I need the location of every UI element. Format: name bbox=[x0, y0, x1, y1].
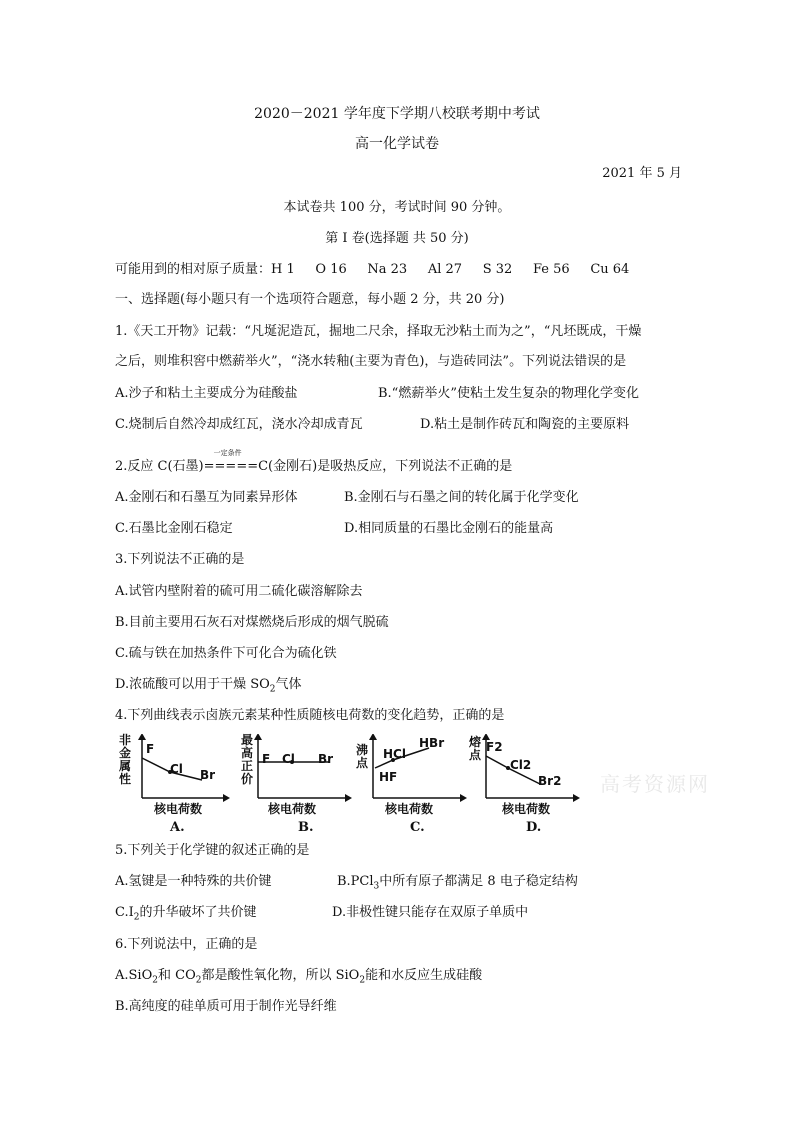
graph-b-ylabel: 最高正价 bbox=[240, 733, 253, 786]
graph-b-point-2: Cl bbox=[282, 752, 295, 766]
q1-option-c: C.烧制后自然冷却成红瓦，浇水冷却成青瓦 bbox=[115, 417, 363, 432]
graph-c-xlabel: 核电荷数 bbox=[385, 802, 434, 816]
q3-option-d bbox=[115, 677, 302, 695]
q5-option-a: A.氢键是一种特殊的共价键 bbox=[115, 874, 272, 889]
graph-c-point-1: HF bbox=[379, 770, 398, 784]
atomic-masses: 可能用到的相对原子质量：H 1 O 16 Na 23 Al 27 S 32 Fe 56 Cu 64 bbox=[115, 262, 630, 277]
q2-stem bbox=[115, 449, 513, 475]
q3-d-suffix: 气体 bbox=[275, 677, 302, 692]
q5-b-sub: 3 bbox=[373, 881, 380, 892]
exam-info: 本试卷共 100 分，考试时间 90 分钟。 bbox=[283, 200, 511, 215]
graph-b-letter: B. bbox=[298, 820, 314, 835]
watermark: 高考资源网 bbox=[600, 772, 710, 796]
graph-a-point-2: Cl bbox=[170, 762, 183, 776]
graph-a bbox=[118, 734, 230, 838]
q2-stem-prefix: 2.反应 C(石墨) bbox=[115, 459, 204, 474]
graph-a-point-3: Br bbox=[200, 768, 216, 782]
q1-stem-line2: 之后，则堆积窖中燃薪举火”，“浇水转釉(主要为青色)，与造砖同法”。下列说法错误的是 bbox=[115, 354, 627, 369]
q6-a-sub-1: 2 bbox=[152, 975, 158, 986]
q2-option-b: B.金刚石与石墨之间的转化属于化学变化 bbox=[344, 490, 579, 505]
graph-d-point-3: Br2 bbox=[538, 774, 562, 788]
q2-condition: 一定条件 bbox=[213, 449, 242, 457]
q6-a-sub-3: 2 bbox=[359, 975, 366, 986]
graph-b-point-3: Br bbox=[318, 752, 334, 766]
q5-stem: 5.下列关于化学键的叙述正确的是 bbox=[115, 843, 310, 858]
section-title: 第 I 卷(选择题 共 50 分) bbox=[325, 231, 469, 246]
q1-stem-line1: 1.《天工开物》记载：“凡埏泥造瓦，掘地二尺余，择取无沙粘土而为之”，“凡坯既成，干燥 bbox=[115, 324, 642, 339]
q1-option-a: A.沙子和粘土主要成分为硅酸盐 bbox=[115, 386, 298, 401]
graph-d-ylabel: 熔点 bbox=[468, 735, 481, 762]
q2-arrow: ===== bbox=[203, 459, 259, 474]
graph-d-point-1: F2 bbox=[486, 740, 503, 754]
graph-d-axes bbox=[468, 734, 580, 838]
graph-d-letter: D. bbox=[526, 820, 542, 835]
q6-a-text-2: 和 CO bbox=[157, 968, 196, 983]
graph-c-point-3: HBr bbox=[419, 736, 445, 750]
q5-c-sub: 2 bbox=[133, 912, 140, 923]
q6-a-text-4: 能和水反应生成硅酸 bbox=[365, 968, 483, 983]
graph-d bbox=[468, 734, 580, 838]
q3-option-b: B.目前主要用石灰石对煤燃烧后形成的烟气脱硫 bbox=[115, 615, 389, 630]
q3-option-a: A.试管内壁附着的硫可用二硫化碳溶解除去 bbox=[115, 584, 363, 599]
q6-stem: 6.下列说法中，正确的是 bbox=[115, 937, 258, 952]
q4-stem: 4.下列曲线表示卤族元素某种性质随核电荷数的变化趋势，正确的是 bbox=[115, 708, 505, 723]
graph-d-xlabel: 核电荷数 bbox=[502, 802, 551, 816]
graph-c-ylabel: 沸点 bbox=[355, 743, 368, 770]
part-heading: 一、选择题(每小题只有一个选项符合题意，每小题 2 分，共 20 分) bbox=[115, 292, 505, 307]
q3-d-sub: 2 bbox=[269, 684, 276, 695]
q5-option-c bbox=[115, 905, 257, 923]
graph-b-xlabel: 核电荷数 bbox=[268, 802, 317, 816]
graph-c bbox=[355, 734, 467, 838]
q2-option-d: D.相同质量的石墨比金刚石的能量高 bbox=[344, 521, 554, 536]
graph-a-letter: A. bbox=[170, 820, 185, 835]
graph-a-point-1: F bbox=[146, 742, 155, 756]
q2-stem-suffix: C(金刚石)是吸热反应，下列说法不正确的是 bbox=[258, 459, 513, 474]
q5-b-text: B.PCl bbox=[337, 874, 374, 889]
graph-c-point-2: HCl bbox=[383, 747, 406, 761]
q2-option-a: A.金刚石和石墨互为同素异形体 bbox=[115, 490, 298, 505]
q3-d-text: D.浓硫酸可以用于干燥 SO bbox=[115, 677, 270, 692]
graph-b-axes bbox=[240, 734, 352, 838]
exam-subtitle: 高一化学试卷 bbox=[355, 136, 439, 152]
q6-option-a bbox=[115, 968, 482, 986]
q6-a-sub-2: 2 bbox=[195, 975, 202, 986]
graph-a-xlabel: 核电荷数 bbox=[154, 802, 203, 816]
q6-option-b: B.高纯度的硅单质可用于制作光导纤维 bbox=[115, 999, 337, 1014]
q5-option-b bbox=[337, 874, 578, 892]
q1-option-b: B.“燃薪举火”使粘土发生复杂的物理化学变化 bbox=[378, 386, 639, 401]
graph-b bbox=[240, 734, 352, 838]
graph-d-point-2: Cl2 bbox=[510, 758, 532, 772]
q5-b-suffix: 中所有原子都满足 8 电子稳定结构 bbox=[379, 874, 578, 889]
graph-c-letter: C. bbox=[410, 820, 425, 835]
graph-a-ylabel: 非金属性 bbox=[118, 733, 131, 786]
q1-option-d: D.粘土是制作砖瓦和陶瓷的主要原料 bbox=[420, 417, 630, 432]
q6-a-text-3: 都是酸性氧化物，所以 SiO bbox=[201, 968, 360, 983]
exam-date: 2021 年 5 月 bbox=[602, 166, 682, 181]
exam-title: 2020－2021 学年度下学期八校联考期中考试 bbox=[254, 106, 540, 122]
q5-option-d: D.非极性键只能存在双原子单质中 bbox=[332, 905, 529, 920]
graph-b-point-1: F bbox=[262, 752, 271, 766]
q5-c-suffix: 的升华破坏了共价键 bbox=[139, 905, 257, 920]
q5-c-text: C.I bbox=[115, 905, 134, 920]
q3-option-c: C.硫与铁在加热条件下可化合为硫化铁 bbox=[115, 646, 337, 661]
q6-a-text-1: A.SiO bbox=[115, 968, 153, 983]
q2-reaction-arrow bbox=[203, 449, 259, 475]
q2-option-c: C.石墨比金刚石稳定 bbox=[115, 521, 233, 536]
q3-stem: 3.下列说法不正确的是 bbox=[115, 552, 245, 567]
